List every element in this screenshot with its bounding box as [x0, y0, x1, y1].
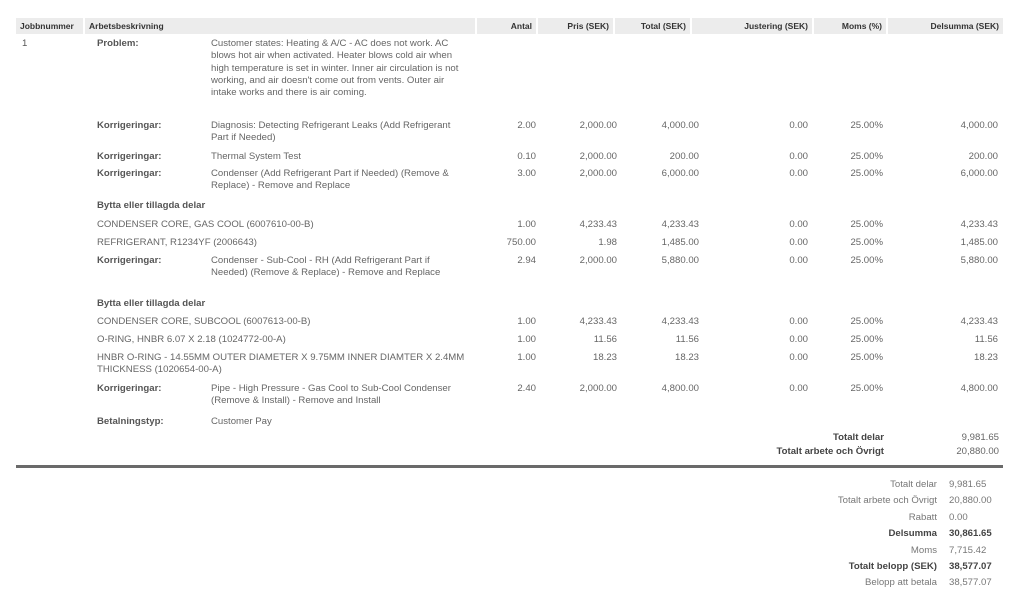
line-description: Condenser (Add Refrigerant Part if Needed) (Remove & Replace) - Remove and Replace: [211, 168, 449, 192]
line-vat: 25.00%: [850, 237, 883, 248]
line-price: 2,000.00: [579, 255, 617, 266]
line-description: Pipe - High Pressure - Gas Cool to Sub-Cool Condenser (Remove & Install) - Remove and Install: [211, 383, 451, 407]
part-description: CONDENSER CORE, GAS COOL (6007610-00-B): [97, 219, 314, 230]
corrections-label: Korrigeringar:: [97, 120, 162, 131]
job-total-parts-value: 9,981.65: [961, 432, 999, 443]
line-adjustment: 0.00: [789, 383, 808, 394]
line-total: 4,000.00: [661, 120, 699, 131]
col-header-total: Total (SEK): [615, 18, 690, 34]
line-subtotal: 4,000.00: [960, 120, 998, 131]
line-subtotal: 6,000.00: [960, 168, 998, 179]
corrections-label: Korrigeringar:: [97, 151, 162, 162]
line-vat: 25.00%: [850, 219, 883, 230]
line-qty: 2.00: [517, 120, 536, 131]
line-subtotal: 4,233.43: [960, 219, 998, 230]
payment-value: Customer Pay: [211, 416, 272, 427]
line-subtotal: 200.00: [968, 151, 998, 162]
corrections-label: Korrigeringar:: [97, 255, 162, 266]
corrections-label: Korrigeringar:: [97, 168, 162, 179]
line-total: 11.56: [675, 334, 699, 345]
line-total: 1,485.00: [661, 237, 699, 248]
line-vat: 25.00%: [850, 255, 883, 266]
line-qty: 0.10: [517, 151, 536, 162]
line-total: 6,000.00: [661, 168, 699, 179]
line-adjustment: 0.00: [789, 168, 808, 179]
summary-value: 7,715.42: [949, 544, 987, 556]
summary-value: 9,981.65: [949, 479, 987, 490]
line-adjustment: 0.00: [789, 120, 808, 131]
line-qty: 3.00: [517, 168, 536, 179]
summary-value: 38,577.07: [949, 561, 992, 572]
col-header-qty: Antal: [477, 18, 536, 34]
col-header-description: Arbetsbeskrivning: [85, 18, 475, 34]
summary-label: Belopp att betala: [864, 577, 937, 589]
line-vat: 25.00%: [850, 120, 883, 131]
job-total-labor-label: Totalt arbete och Övrigt: [776, 446, 884, 457]
line-adjustment: 0.00: [789, 352, 808, 363]
line-total: 4,800.00: [661, 383, 699, 394]
summary-label: Delsumma: [888, 528, 937, 540]
col-header-subtotal: Delsumma (SEK): [888, 18, 1003, 34]
line-adjustment: 0.00: [789, 237, 808, 248]
line-vat: 25.00%: [850, 334, 883, 345]
line-subtotal: 5,880.00: [960, 255, 998, 266]
job-total-labor-value: 20,880.00: [956, 446, 999, 457]
line-price: 1.98: [598, 237, 617, 248]
line-total: 4,233.43: [661, 219, 699, 230]
line-adjustment: 0.00: [789, 255, 808, 266]
line-total: 200.00: [669, 151, 699, 162]
line-price: 4,233.43: [579, 316, 617, 327]
line-price: 2,000.00: [579, 383, 617, 394]
line-qty: 1.00: [517, 352, 536, 363]
line-subtotal: 1,485.00: [960, 237, 998, 248]
line-subtotal: 11.56: [974, 334, 998, 345]
line-qty: 1.00: [517, 334, 536, 345]
line-adjustment: 0.00: [789, 334, 808, 345]
summary-value: 20,880.00: [949, 495, 992, 507]
line-total: 18.23: [674, 352, 699, 363]
part-description: CONDENSER CORE, SUBCOOL (6007613-00-B): [97, 316, 311, 327]
summary-label: Moms: [910, 544, 937, 556]
section-divider: [16, 465, 1003, 468]
line-vat: 25.00%: [850, 383, 883, 394]
part-description: HNBR O-RING - 14.55MM OUTER DIAMETER X 9.75MM INNER DIAMTER X 2.4MM THICKNESS (1020654-00-A): [97, 352, 465, 376]
problem-text: Customer states: Heating & A/C - AC does not work. AC blows hot air when activated. Heater blows cold air when high temperature is set in winter. Inner air circulation is not working, and air doesn't come out from vents. Outer air intake works and there is air coming.: [211, 38, 459, 99]
line-vat: 25.00%: [850, 352, 883, 363]
line-price: 11.56: [593, 334, 617, 345]
col-header-vat: Moms (%): [814, 18, 886, 34]
line-qty: 2.94: [517, 255, 536, 266]
line-vat: 25.00%: [850, 316, 883, 327]
line-description: Condenser - Sub-Cool - RH (Add Refrigerant Part if Needed) (Remove & Replace) - Remove and Replace: [211, 255, 441, 279]
line-price: 2,000.00: [579, 120, 617, 131]
line-qty: 1.00: [517, 316, 536, 327]
summary-value: 38,577.07: [949, 577, 992, 589]
line-price: 18.23: [592, 352, 617, 363]
line-vat: 25.00%: [850, 151, 883, 162]
line-price: 2,000.00: [579, 151, 617, 162]
summary-label: Totalt arbete och Övrigt: [837, 495, 937, 507]
line-total: 5,880.00: [661, 255, 699, 266]
parts-heading: Bytta eller tillagda delar: [97, 200, 206, 211]
line-qty: 2.40: [517, 383, 536, 394]
summary-label: Totalt belopp (SEK): [848, 561, 937, 572]
line-total: 4,233.43: [661, 316, 699, 327]
summary-value: 30,861.65: [949, 528, 992, 540]
line-vat: 25.00%: [850, 168, 883, 179]
line-adjustment: 0.00: [789, 219, 808, 230]
job-total-parts-label: Totalt delar: [833, 432, 884, 443]
summary-label: Totalt delar: [890, 479, 937, 490]
part-description: O-RING, HNBR 6.07 X 2.18 (1024772-00-A): [97, 334, 286, 345]
col-header-adjustment: Justering (SEK): [692, 18, 812, 34]
part-description: REFRIGERANT, R1234YF (2006643): [97, 237, 257, 248]
line-subtotal: 4,800.00: [960, 383, 998, 394]
line-subtotal: 4,233.43: [960, 316, 998, 327]
line-description: Thermal System Test: [211, 151, 301, 162]
line-qty: 1.00: [517, 219, 536, 230]
summary-value: 0.00: [949, 511, 968, 523]
line-description: Diagnosis: Detecting Refrigerant Leaks (Add Refrigerant Part if Needed): [211, 120, 451, 144]
corrections-label: Korrigeringar:: [97, 383, 162, 394]
line-price: 2,000.00: [579, 168, 617, 179]
problem-label: Problem:: [97, 38, 139, 49]
summary-label: Rabatt: [908, 511, 937, 523]
parts-heading: Bytta eller tillagda delar: [97, 298, 206, 309]
payment-label: Betalningstyp:: [97, 416, 164, 427]
line-qty: 750.00: [506, 237, 536, 248]
col-header-price: Pris (SEK): [538, 18, 613, 34]
job-number: 1: [22, 38, 28, 49]
line-adjustment: 0.00: [789, 151, 808, 162]
col-header-job-number: Jobbnummer: [16, 18, 83, 34]
line-adjustment: 0.00: [789, 316, 808, 327]
line-price: 4,233.43: [579, 219, 617, 230]
line-subtotal: 18.23: [973, 352, 998, 363]
